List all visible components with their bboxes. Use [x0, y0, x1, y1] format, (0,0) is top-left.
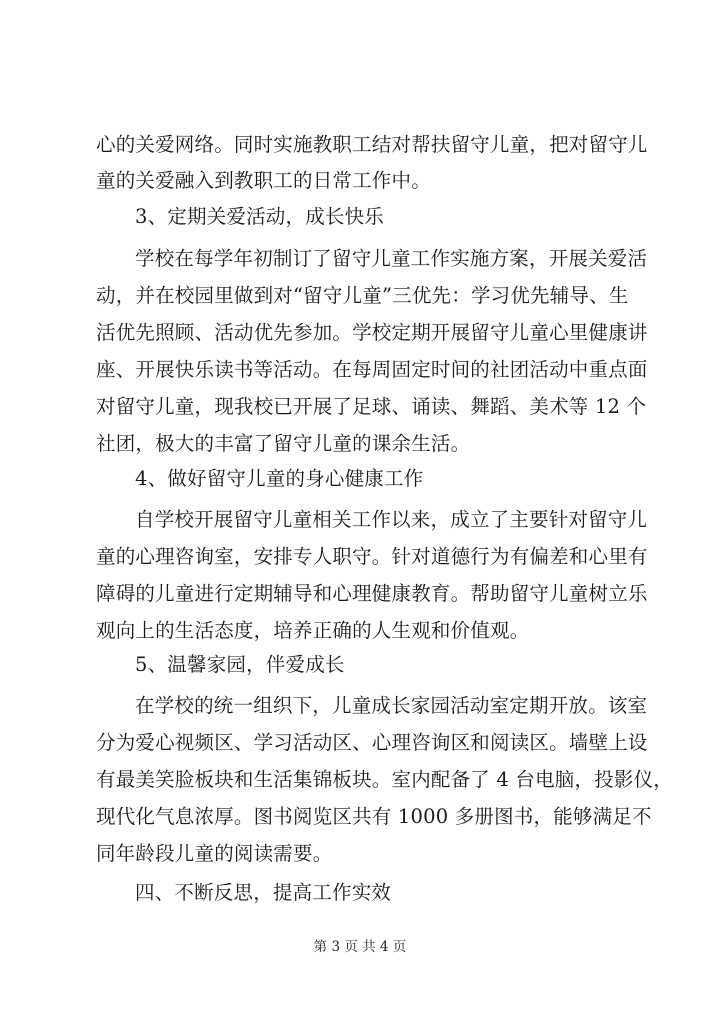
text-line-1-content: 心的关爱网络。同时实施教职工结对帮扶留守儿童，把对留守儿	[96, 133, 648, 156]
text-line-19-content: 现代化气息浓厚。图书阅览区共有 1000 多册图书，能够满足不	[96, 805, 652, 828]
section-heading-5	[0, 650, 720, 680]
text-line-13-content: 障碍的儿童进行定期辅导和心理健康教育。帮助留守儿童树立乐	[96, 582, 648, 605]
text-line-20	[0, 839, 720, 869]
section-heading-4	[0, 464, 720, 494]
section-heading-5-content: 5、温馨家园，伴爱成长	[135, 653, 345, 676]
text-line-7-content: 座、开展快乐读书等活动。在每周固定时间的社团活动中重点面	[96, 358, 648, 381]
text-line-16	[0, 691, 720, 721]
text-line-18-content: 有最美笑脸板块和生活集锦板块。室内配备了 4 台电脑，投影仪，	[96, 768, 674, 791]
section-heading-3-content: 3、定期关爱活动，成长快乐	[135, 205, 385, 228]
text-line-19	[0, 802, 720, 832]
text-line-12-content: 童的心理咨询室，安排专人职守。针对道德行为有偏差和心里有	[96, 545, 648, 568]
text-line-1	[0, 130, 720, 160]
section-heading-4-content: 4、做好留守儿童的身心健康工作	[135, 467, 424, 490]
text-line-20-content: 同年龄段儿童的阅读需要。	[96, 842, 333, 865]
text-line-5-content: 动，并在校园里做到对“留守儿童”三优先：学习优先辅导、生	[96, 284, 629, 307]
text-line-8-content: 对留守儿童，现我校已开展了足球、诵读、舞蹈、美术等 12 个	[96, 395, 647, 418]
text-line-2	[0, 166, 720, 196]
text-line-2-content: 童的关爱融入到教职工的日常工作中。	[96, 169, 431, 192]
text-line-14	[0, 616, 720, 646]
text-line-16-content: 在学校的统一组织下，儿童成长家园活动室定期开放。该室	[135, 694, 648, 717]
text-line-17-content: 分为爱心视频区、学习活动区、心理咨询区和阅读区。墙壁上设	[96, 731, 648, 754]
section-heading-3	[0, 202, 720, 232]
text-line-13	[0, 579, 720, 609]
section-heading-four	[0, 878, 720, 908]
text-line-8	[0, 392, 720, 422]
text-line-6	[0, 318, 720, 348]
text-line-11-content: 自学校开展留守儿童相关工作以来，成立了主要针对留守儿	[135, 508, 648, 531]
page-number-footer: 第 3 页 共 4 页	[313, 939, 407, 955]
text-line-5	[0, 281, 720, 311]
text-line-12	[0, 542, 720, 572]
text-line-9-content: 社团，极大的丰富了留守儿童的课余生活。	[96, 432, 471, 455]
text-line-4-content: 学校在每学年初制订了留守儿童工作实施方案，开展关爱活	[135, 247, 648, 270]
text-line-18	[0, 765, 720, 795]
section-heading-four-content: 四、不断反思，提高工作实效	[135, 881, 392, 904]
text-line-4	[0, 244, 720, 274]
text-line-17	[0, 728, 720, 758]
text-line-7	[0, 355, 720, 385]
text-line-14-content: 观向上的生活态度，培养正确的人生观和价值观。	[96, 619, 530, 642]
text-line-9	[0, 429, 720, 459]
text-line-6-content: 活优先照顾、活动优先参加。学校定期开展留守儿童心里健康讲	[96, 321, 648, 344]
text-line-11	[0, 505, 720, 535]
